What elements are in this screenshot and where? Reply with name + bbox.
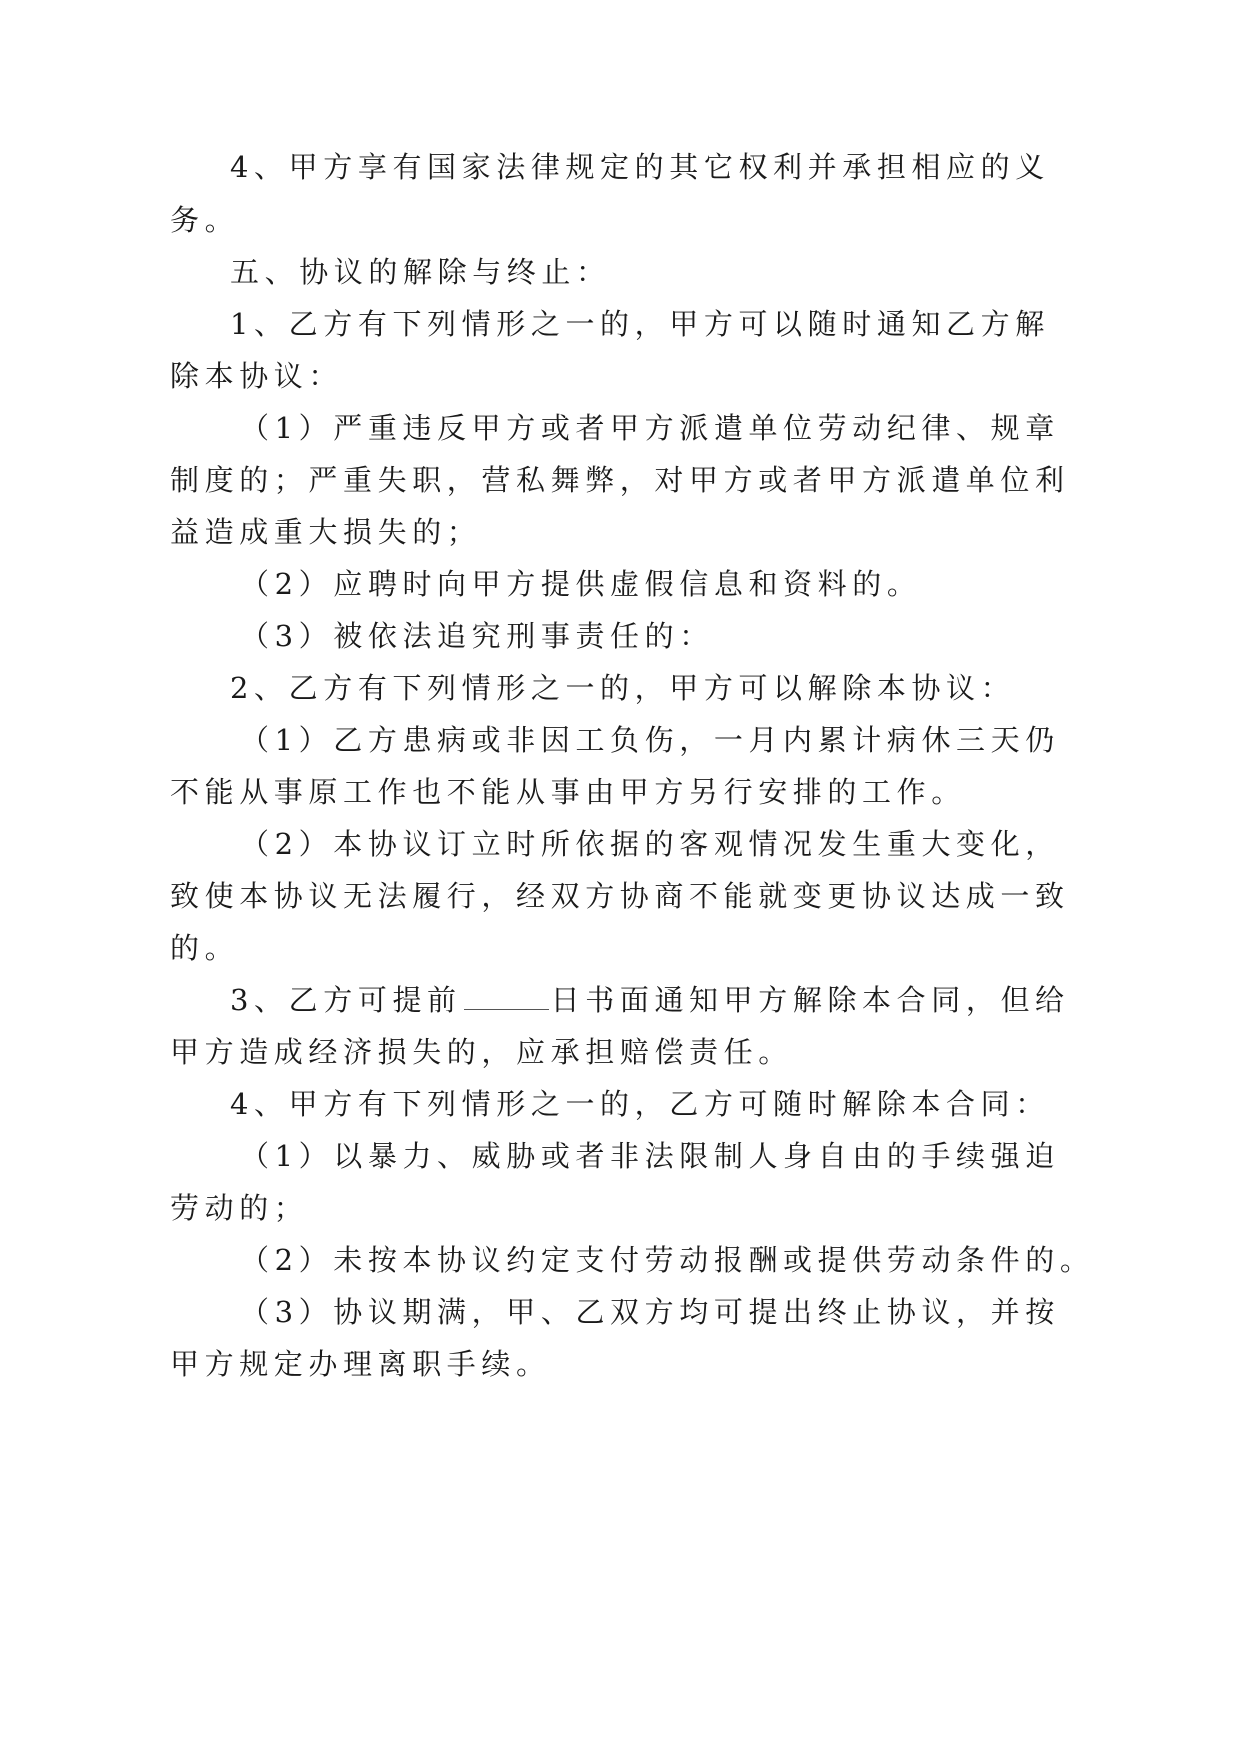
para-text: 日书面通知甲方解除本合同，但给 (550, 983, 1070, 1017)
para-line: （3）被依法追究刑事责任的： (240, 619, 714, 653)
para-line: （3）协议期满，甲、乙双方均可提出终止协议，并按 (240, 1295, 1060, 1329)
para-line: 的。 (170, 931, 240, 965)
para-line: 1、乙方有下列情形之一的，甲方可以随时通知乙方解 (230, 307, 1050, 341)
para-line: 除本协议： (170, 359, 344, 393)
para-line: （1）严重违反甲方或者甲方派遣单位劳动纪律、规章 (240, 411, 1060, 445)
para-text: 3、乙方可提前 (230, 983, 462, 1017)
para-line: （1）以暴力、威胁或者非法限制人身自由的手续强迫 (240, 1139, 1060, 1173)
fill-in-blank[interactable] (464, 983, 549, 1010)
para-line: 2、乙方有下列情形之一的，甲方可以解除本协议： (230, 671, 1016, 705)
para-line: 劳动的； (170, 1191, 309, 1225)
para-line: 甲方造成经济损失的，应承担赔偿责任。 (170, 1035, 793, 1069)
para-line: 务。 (170, 203, 240, 237)
para-line: 4、甲方享有国家法律规定的其它权利并承担相应的义 (230, 150, 1050, 184)
para-line: （2）本协议订立时所依据的客观情况发生重大变化， (240, 827, 1060, 861)
para-line-with-blank (0, 980, 1241, 1020)
para-line: 不能从事原工作也不能从事由甲方另行安排的工作。 (170, 775, 966, 809)
para-line: 益造成重大损失的； (170, 515, 482, 549)
section-heading: 五、协议的解除与终止： (230, 255, 611, 289)
para-line: 甲方规定办理离职手续。 (170, 1347, 551, 1381)
para-line: （2）应聘时向甲方提供虚假信息和资料的。 (240, 567, 922, 601)
para-line: 4、甲方有下列情形之一的，乙方可随时解除本合同： (230, 1087, 1050, 1121)
para-line: 致使本协议无法履行，经双方协商不能就变更协议达成一致 (170, 879, 1070, 913)
para-line: （2）未按本协议约定支付劳动报酬或提供劳动条件的。 (240, 1243, 1095, 1277)
para-line: 制度的；严重失职，营私舞弊，对甲方或者甲方派遣单位利 (170, 463, 1070, 497)
para-line: （1）乙方患病或非因工负伤，一月内累计病休三天仍 (240, 723, 1060, 757)
